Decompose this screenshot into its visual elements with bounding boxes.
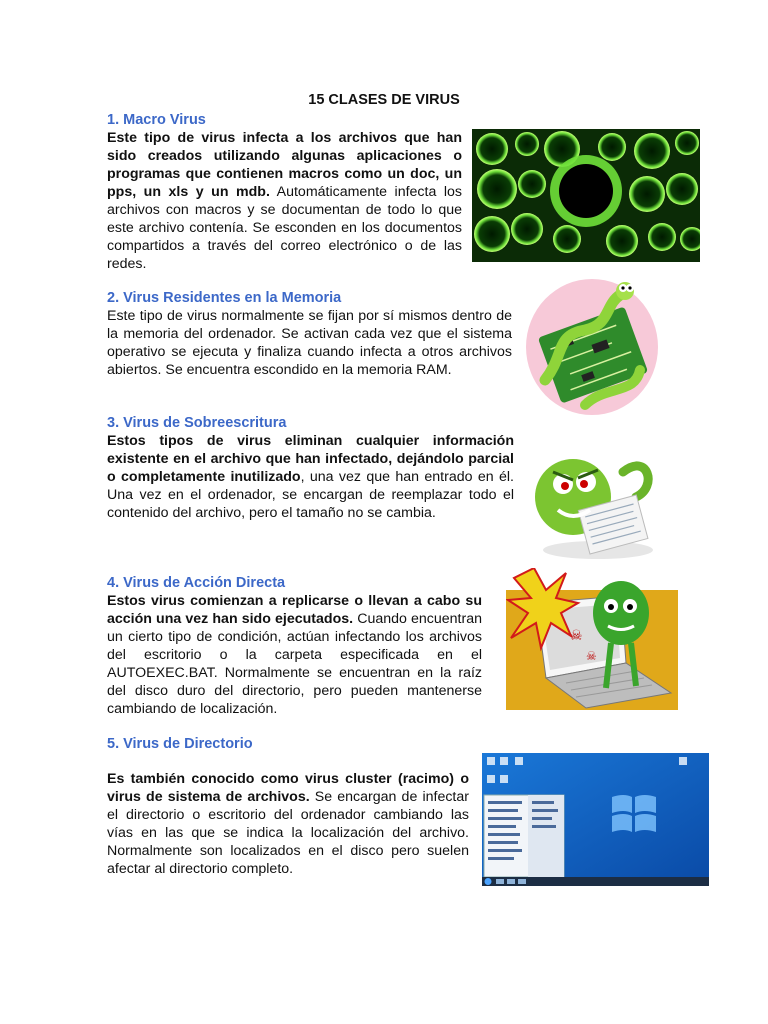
svg-text:☠: ☠	[586, 649, 597, 663]
section-body	[107, 432, 514, 522]
section-body	[107, 592, 482, 718]
section-body	[107, 770, 469, 878]
section-heading: 1. Macro Virus	[107, 112, 206, 128]
windows-desktop-screenshot	[482, 753, 709, 886]
section-memory-resident-virus	[107, 290, 512, 379]
svg-text:☠: ☠	[570, 628, 583, 644]
section-heading: 4. Virus de Acción Directa	[107, 575, 286, 591]
section-heading: 3. Virus de Sobreescritura	[107, 415, 287, 431]
body-text: Se encargan de infectar el directorio o escritorio del ordenador cambiando las vías en las que se indica la localización del archivo. Normalmente son localizados en el disco pero suelen afectar al directorio completo.	[107, 789, 469, 877]
body-text: , una vez que han entrado en él. Una vez en el ordenador, se encargan de reemplazar todo el contenido del archivo, pero el tamaño no se cambia.	[107, 469, 514, 521]
virus-eating-document-image	[528, 432, 663, 562]
worm-circuit-image	[525, 275, 660, 417]
section-direct-action-virus	[107, 575, 482, 718]
virus-laptop-image	[506, 568, 678, 710]
body-text: Automáticamente infecta los archivos con macros y se documentan de todo lo que este archivo contenía. Se esconden en los documentos compartidos a través del correo electrónico o de las redes.	[107, 184, 462, 272]
section-heading: 2. Virus Residentes en la Memoria	[107, 290, 342, 306]
section-overwrite-virus	[107, 415, 514, 522]
body-bold: Este tipo de virus infecta a los archivos que han sido creados utilizando algunas aplicaciones o programas que contienen macros como un doc, un pps, un xls y un mdb.	[107, 130, 462, 200]
section-macro-virus	[107, 112, 462, 273]
body-text: Cuando encuentran un cierto tipo de condición, actúan infectando los archivos del escritorio o la carpeta especificada en el AUTOEXEC.BAT. Normalmente se encuentran en la raíz del disco duro del directorio, pero pueden mantenerse cambiando de localización.	[107, 611, 483, 717]
body-bold: Estos tipos de virus eliminan cualquier información existente en el archivo que han infectado, dejándolo parcial o completamente inutilizado	[107, 433, 514, 485]
section-body	[107, 129, 462, 273]
section-heading: 5. Virus de Directorio	[107, 736, 253, 752]
green-bubbles-image	[472, 129, 700, 262]
body-bold: Estos virus comienzan a replicarse o llevan a cabo su acción una vez han sido ejecutados.	[107, 593, 482, 627]
body-bold: Es también conocido como virus cluster (racimo) o virus de sistema de archivos.	[107, 771, 469, 805]
section-directory-virus	[107, 736, 469, 878]
page-title: 15 CLASES DE VIRUS	[308, 92, 460, 108]
body-text: Este tipo de virus normalmente se fijan por sí mismos dentro de la memoria del ordenador. Se activan cada vez que el sistema operativo se ejecuta y finaliza cuando infecta a otros archivos abiertos. Se encuentra escondido en la memoria RAM.	[107, 308, 512, 378]
section-body	[107, 307, 512, 379]
